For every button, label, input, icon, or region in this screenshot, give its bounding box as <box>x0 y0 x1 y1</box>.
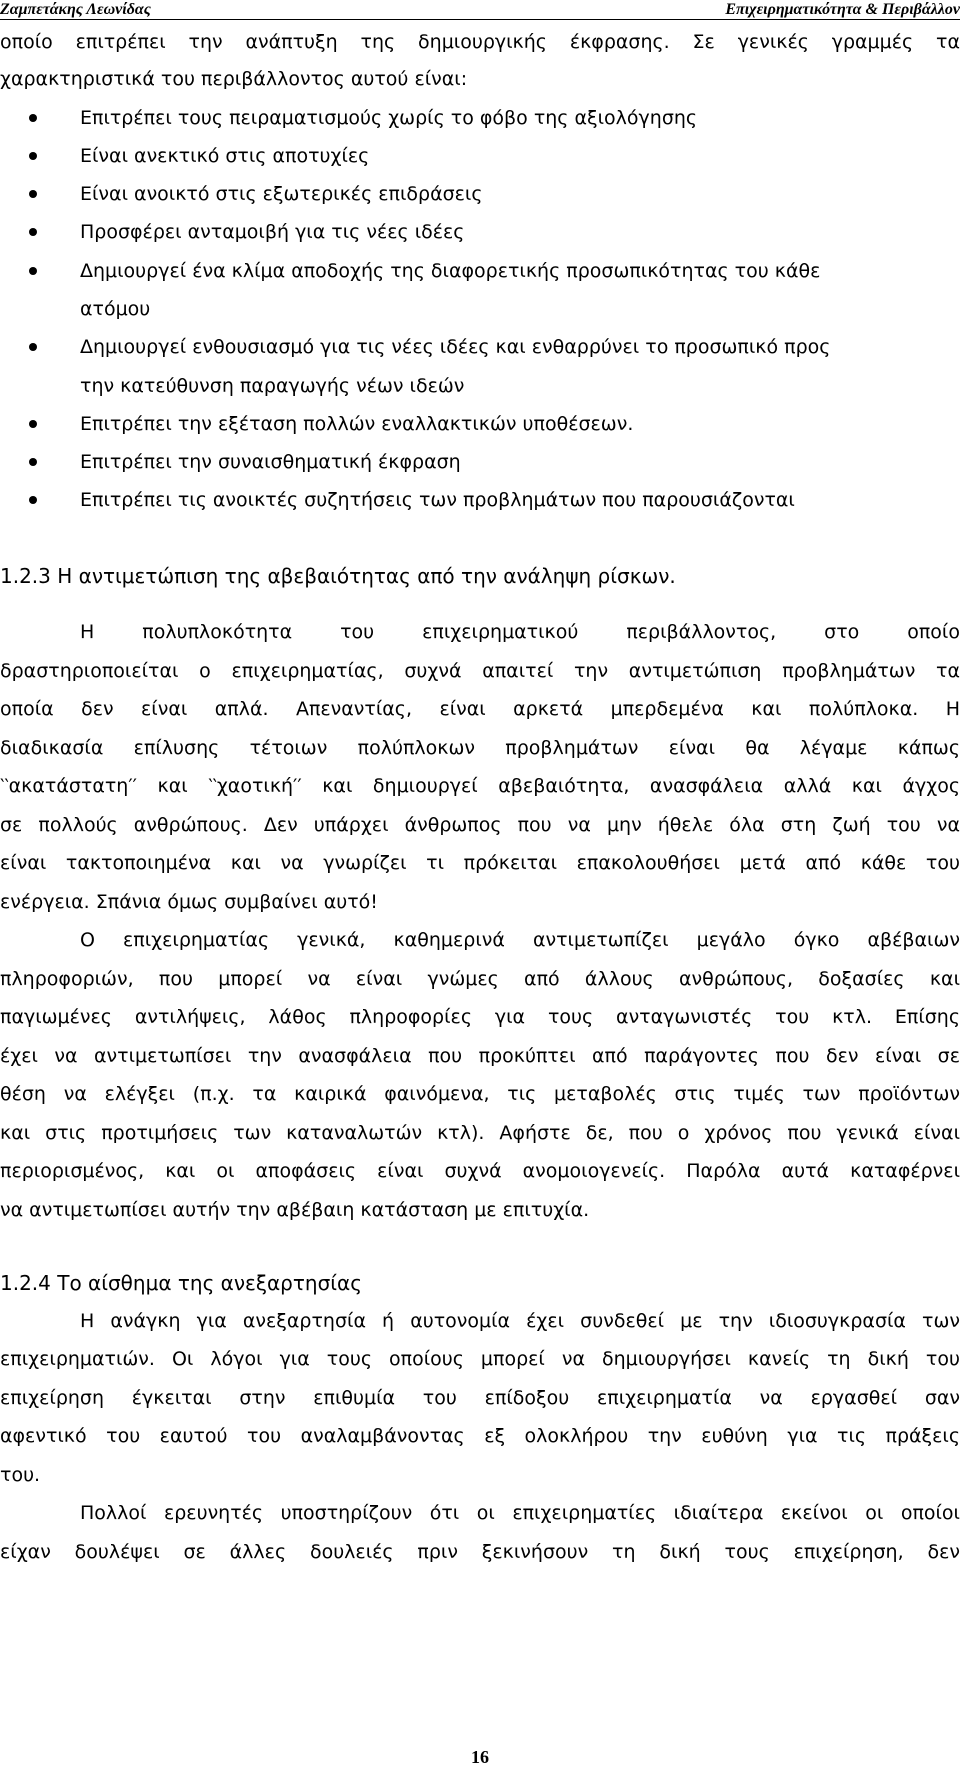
paragraph-line: θέση να ελέγξει (π.χ. τα καιρικά φαινόμενα, τις μεταβολές στις τιμές των προϊόντων <box>0 1083 960 1105</box>
bullet-dot-icon <box>29 114 37 122</box>
paragraph-line: διαδικασία επίλυσης τέτοιων πολύπλοκων προβλημάτων είναι θα λέγαμε κάπως <box>0 737 960 759</box>
bullet-dot-icon <box>29 458 37 466</box>
intro-line: χαρακτηριστικά του περιβάλλοντος αυτού είναι: <box>0 68 468 90</box>
paragraph-line: Η πολυπλοκότητα του επιχειρηματικού περιβάλλοντος, στο οποίο <box>80 621 960 643</box>
paragraph-line: αφεντικό του εαυτού του αναλαμβάνοντας εξ ολοκλήρου την ευθύνη για τις πράξεις <box>0 1425 960 1447</box>
list-item: Δημιουργεί ένα κλίμα αποδοχής της διαφορετικής προσωπικότητας του κάθε <box>80 260 821 282</box>
section-heading: 1.2.4 Το αίσθημα της ανεξαρτησίας <box>0 1271 362 1295</box>
paragraph-line: Η ανάγκη για ανεξαρτησία ή αυτονομία έχει συνδεθεί με την ιδιοσυγκρασία των <box>80 1310 960 1332</box>
paragraph-line: περιορισμένος, και οι αποφάσεις είναι συχνά ανομοιογενείς. Παρόλα αυτά καταφέρνει <box>0 1160 960 1182</box>
paragraph-line: ‵‵ακατάστατη′′ και ‵‵χαοτική′′ και δημιουργεί αβεβαιότητα, ανασφάλεια αλλά και άγχος <box>0 775 960 797</box>
intro-line: οποίο επιτρέπει την ανάπτυξη της δημιουργικής έκφρασης. Σε γενικές γραμμές τα <box>0 31 960 53</box>
list-item: Είναι ανοικτό στις εξωτερικές επιδράσεις <box>80 183 483 205</box>
header-author: Ζαμπετάκης Λεωνίδας <box>0 1 151 18</box>
list-item: Επιτρέπει την εξέταση πολλών εναλλακτικών υποθέσεων. <box>80 413 634 435</box>
bullet-dot-icon <box>29 267 37 275</box>
bullet-dot-icon <box>29 152 37 160</box>
paragraph-line: είναι τακτοποιημένα και να γνωρίζει τι πρόκειται επακολουθήσει μετά από κάθε του <box>0 852 960 874</box>
paragraph-line: και στις προτιμήσεις των καταναλωτών κτλ). Αφήστε δε, που ο χρόνος που γενικά είναι <box>0 1122 960 1144</box>
page-number: 16 <box>471 1747 489 1767</box>
paragraph-line: παγιωμένες αντιλήψεις, λάθος πληροφορίες για τους ανταγωνιστές του κτλ. Επίσης <box>0 1006 960 1028</box>
paragraph-line: έχει να αντιμετωπίσει την ανασφάλεια που προκύπτει από παράγοντες που δεν είναι σε <box>0 1045 960 1067</box>
paragraph-line: ενέργεια. Σπάνια όμως συμβαίνει αυτό! <box>0 891 378 913</box>
header-rule <box>0 19 960 20</box>
paragraph-line: πληροφοριών, που μπορεί να είναι γνώμες από άλλους ανθρώπους, δοξασίες και <box>0 968 960 990</box>
list-item: Επιτρέπει την συναισθηματική έκφραση <box>80 451 461 473</box>
bullet-dot-icon <box>29 496 37 504</box>
paragraph-line: του. <box>0 1464 41 1486</box>
bullet-dot-icon <box>29 343 37 351</box>
paragraph-line: σε πολλούς ανθρώπους. Δεν υπάρχει άνθρωπος που να μην ήθελε όλα στη ζωή του να <box>0 814 960 836</box>
paragraph-line: οποία δεν είναι απλά. Απεναντίας, είναι αρκετά μπερδεμένα και πολύπλοκα. Η <box>0 698 960 720</box>
list-item: Επιτρέπει τους πειραματισμούς χωρίς το φόβο της αξιολόγησης <box>80 107 698 129</box>
list-item-continuation: ατόμου <box>80 298 151 320</box>
paragraph-line: να αντιμετωπίσει αυτήν την αβέβαιη κατάσταση με επιτυχία. <box>0 1199 590 1221</box>
bullet-dot-icon <box>29 420 37 428</box>
bullet-dot-icon <box>29 228 37 236</box>
paragraph-line: Ο επιχειρηματίας γενικά, καθημερινά αντιμετωπίζει μεγάλο όγκο αβέβαιων <box>80 929 960 951</box>
paragraph-line: δραστηριοποιείται ο επιχειρηματίας, συχνά απαιτεί την αντιμετώπιση προβλημάτων τα <box>0 660 960 682</box>
list-item: Είναι ανεκτικό στις αποτυχίες <box>80 145 370 167</box>
list-item: Επιτρέπει τις ανοικτές συζητήσεις των προβλημάτων που παρουσιάζονται <box>80 489 795 511</box>
bullet-dot-icon <box>29 190 37 198</box>
paragraph-line: Πολλοί ερευνητές υποστηρίζουν ότι οι επιχειρηματίες ιδιαίτερα εκείνοι οι οποίοι <box>80 1502 960 1524</box>
paragraph-line: επιχειρηματιών. Οι λόγοι για τους οποίους μπορεί να δημιουργήσει κανείς τη δική του <box>0 1348 960 1370</box>
paragraph-line: επιχείρηση έγκειται στην επιθυμία του επίδοξου επιχειρηματία να εργασθεί σαν <box>0 1387 960 1409</box>
list-item-continuation: την κατεύθυνση παραγωγής νέων ιδεών <box>80 375 465 397</box>
header-title: Επιχειρηματικότητα & Περιβάλλον <box>725 1 960 18</box>
section-heading: 1.2.3 Η αντιμετώπιση της αβεβαιότητας από την ανάληψη ρίσκων. <box>0 564 676 588</box>
paragraph-line: είχαν δουλέψει σε άλλες δουλειές πριν ξεκινήσουν τη δική τους επιχείρηση, δεν <box>0 1541 960 1563</box>
list-item: Δημιουργεί ενθουσιασμό για τις νέες ιδέες και ενθαρρύνει το προσωπικό προς <box>80 336 831 358</box>
list-item: Προσφέρει ανταμοιβή για τις νέες ιδέες <box>80 221 465 243</box>
page-header <box>0 0 960 22</box>
